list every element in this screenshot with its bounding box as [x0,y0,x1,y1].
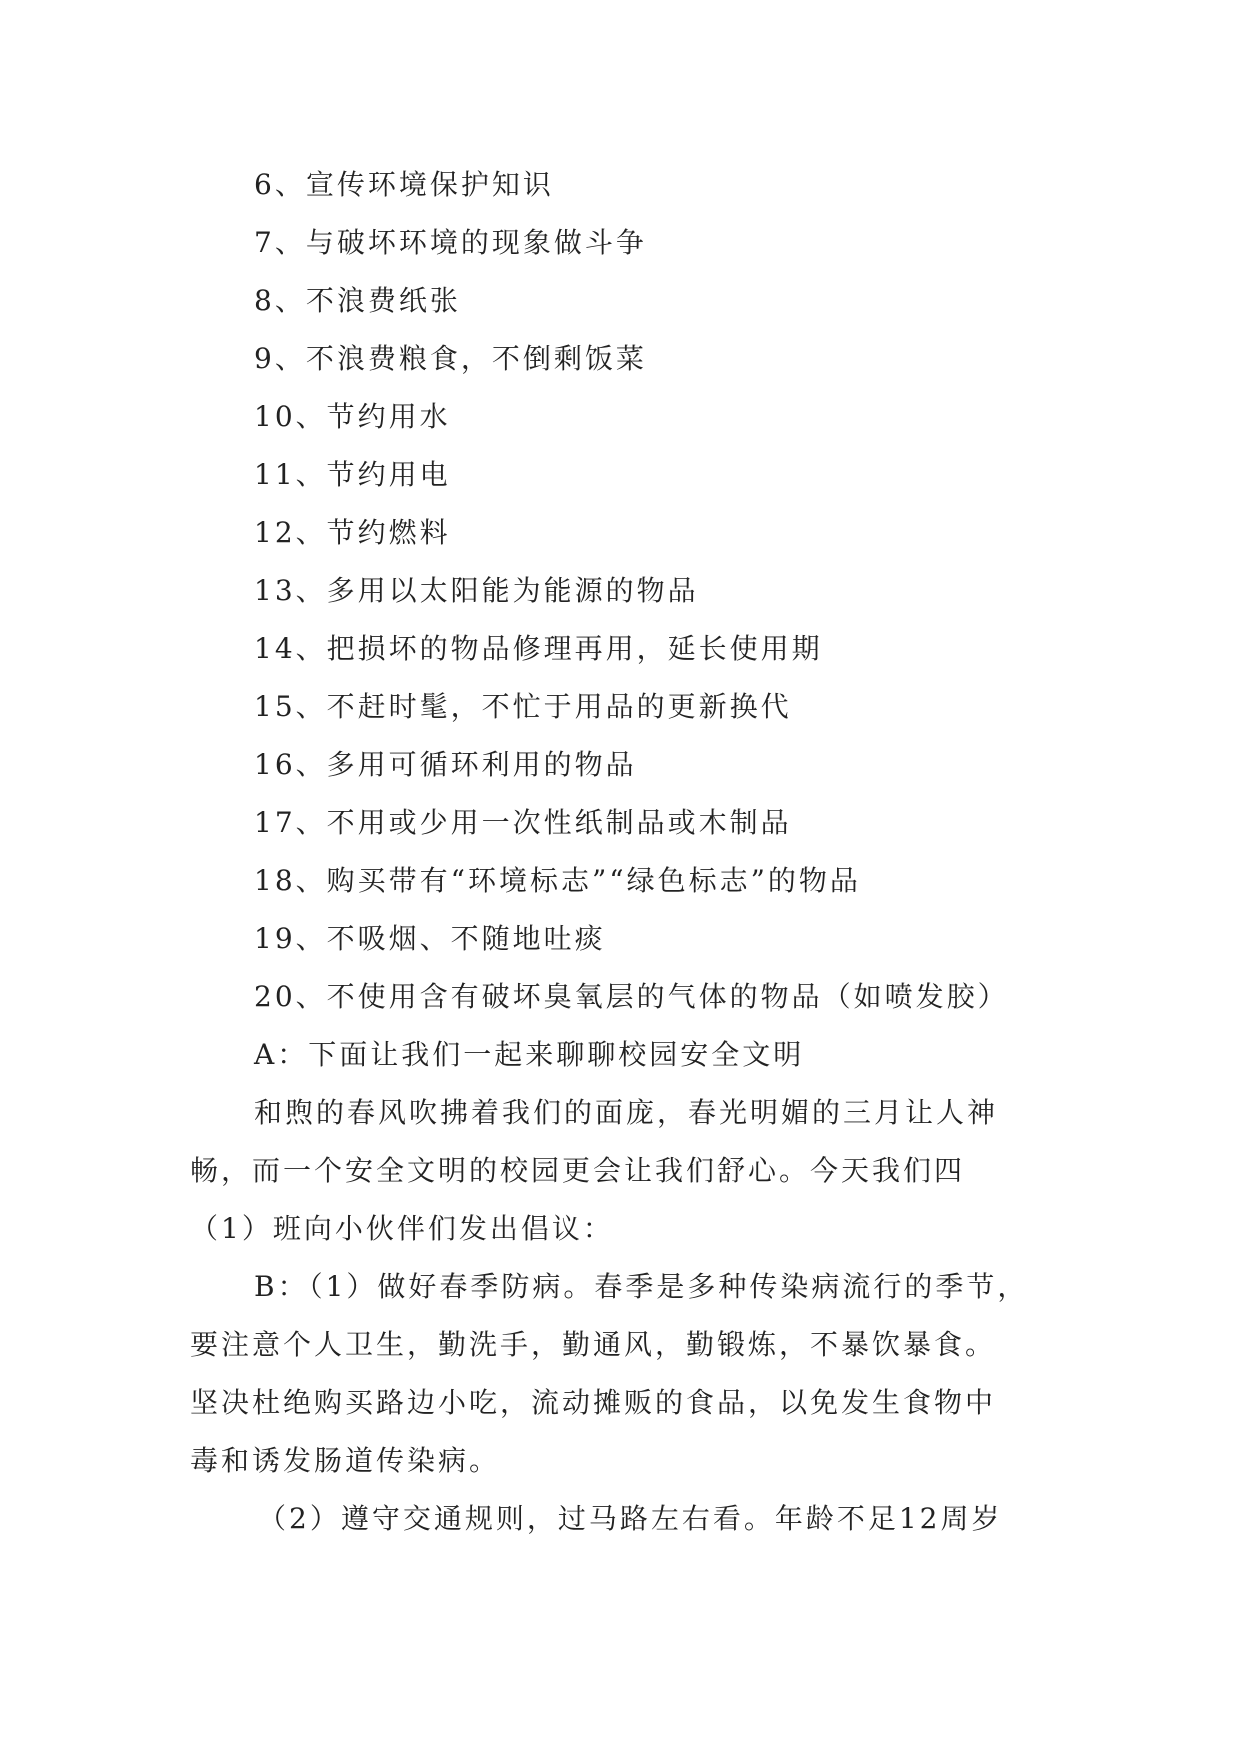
list-item: 15、不赶时髦，不忙于用品的更新换代 [254,690,792,723]
list-item: 18、购买带有“环境标志”“绿色标志”的物品 [254,864,861,897]
paragraph-line: 和煦的春风吹拂着我们的面庞，春光明媚的三月让人神 [254,1096,999,1129]
list-item: 17、不用或少用一次性纸制品或木制品 [254,806,792,839]
paragraph-line: 畅，而一个安全文明的校园更会让我们舒心。今天我们四 [190,1154,966,1187]
list-item: 10、节约用水 [254,400,451,433]
list-item: 6、宣传环境保护知识 [254,168,554,201]
paragraph-line: 要注意个人卫生，勤洗手，勤通风，勤锻炼，不暴饮暴食。 [190,1328,997,1361]
list-item: 14、把损坏的物品修理再用，延长使用期 [254,632,823,665]
speaker-a-line: A：下面让我们一起来聊聊校园安全文明 [254,1038,805,1071]
list-item: 16、多用可循环利用的物品 [254,748,637,781]
list-item: 13、多用以太阳能为能源的物品 [254,574,699,607]
list-item: 11、节约用电 [254,458,451,491]
paragraph-line: 坚决杜绝购买路边小吃，流动摊贩的食品，以免发生食物中 [190,1386,997,1419]
paragraph-line: B：（1）做好春季防病。春季是多种传染病流行的季节， [254,1270,1029,1303]
paragraph-line: （2）遵守交通规则，过马路左右看。年龄不足12周岁 [258,1502,1003,1535]
list-item: 20、不使用含有破坏臭氧层的气体的物品（如喷发胶） [254,980,1009,1013]
list-item: 19、不吸烟、不随地吐痰 [254,922,606,955]
paragraph-line: 毒和诱发肠道传染病。 [190,1444,501,1477]
paragraph-line: （1）班向小伙伴们发出倡议： [190,1212,614,1245]
list-item: 9、不浪费粮食，不倒剩饭菜 [254,342,647,375]
list-item: 7、与破坏环境的现象做斗争 [254,226,647,259]
list-item: 12、节约燃料 [254,516,451,549]
list-item: 8、不浪费纸张 [254,284,461,317]
